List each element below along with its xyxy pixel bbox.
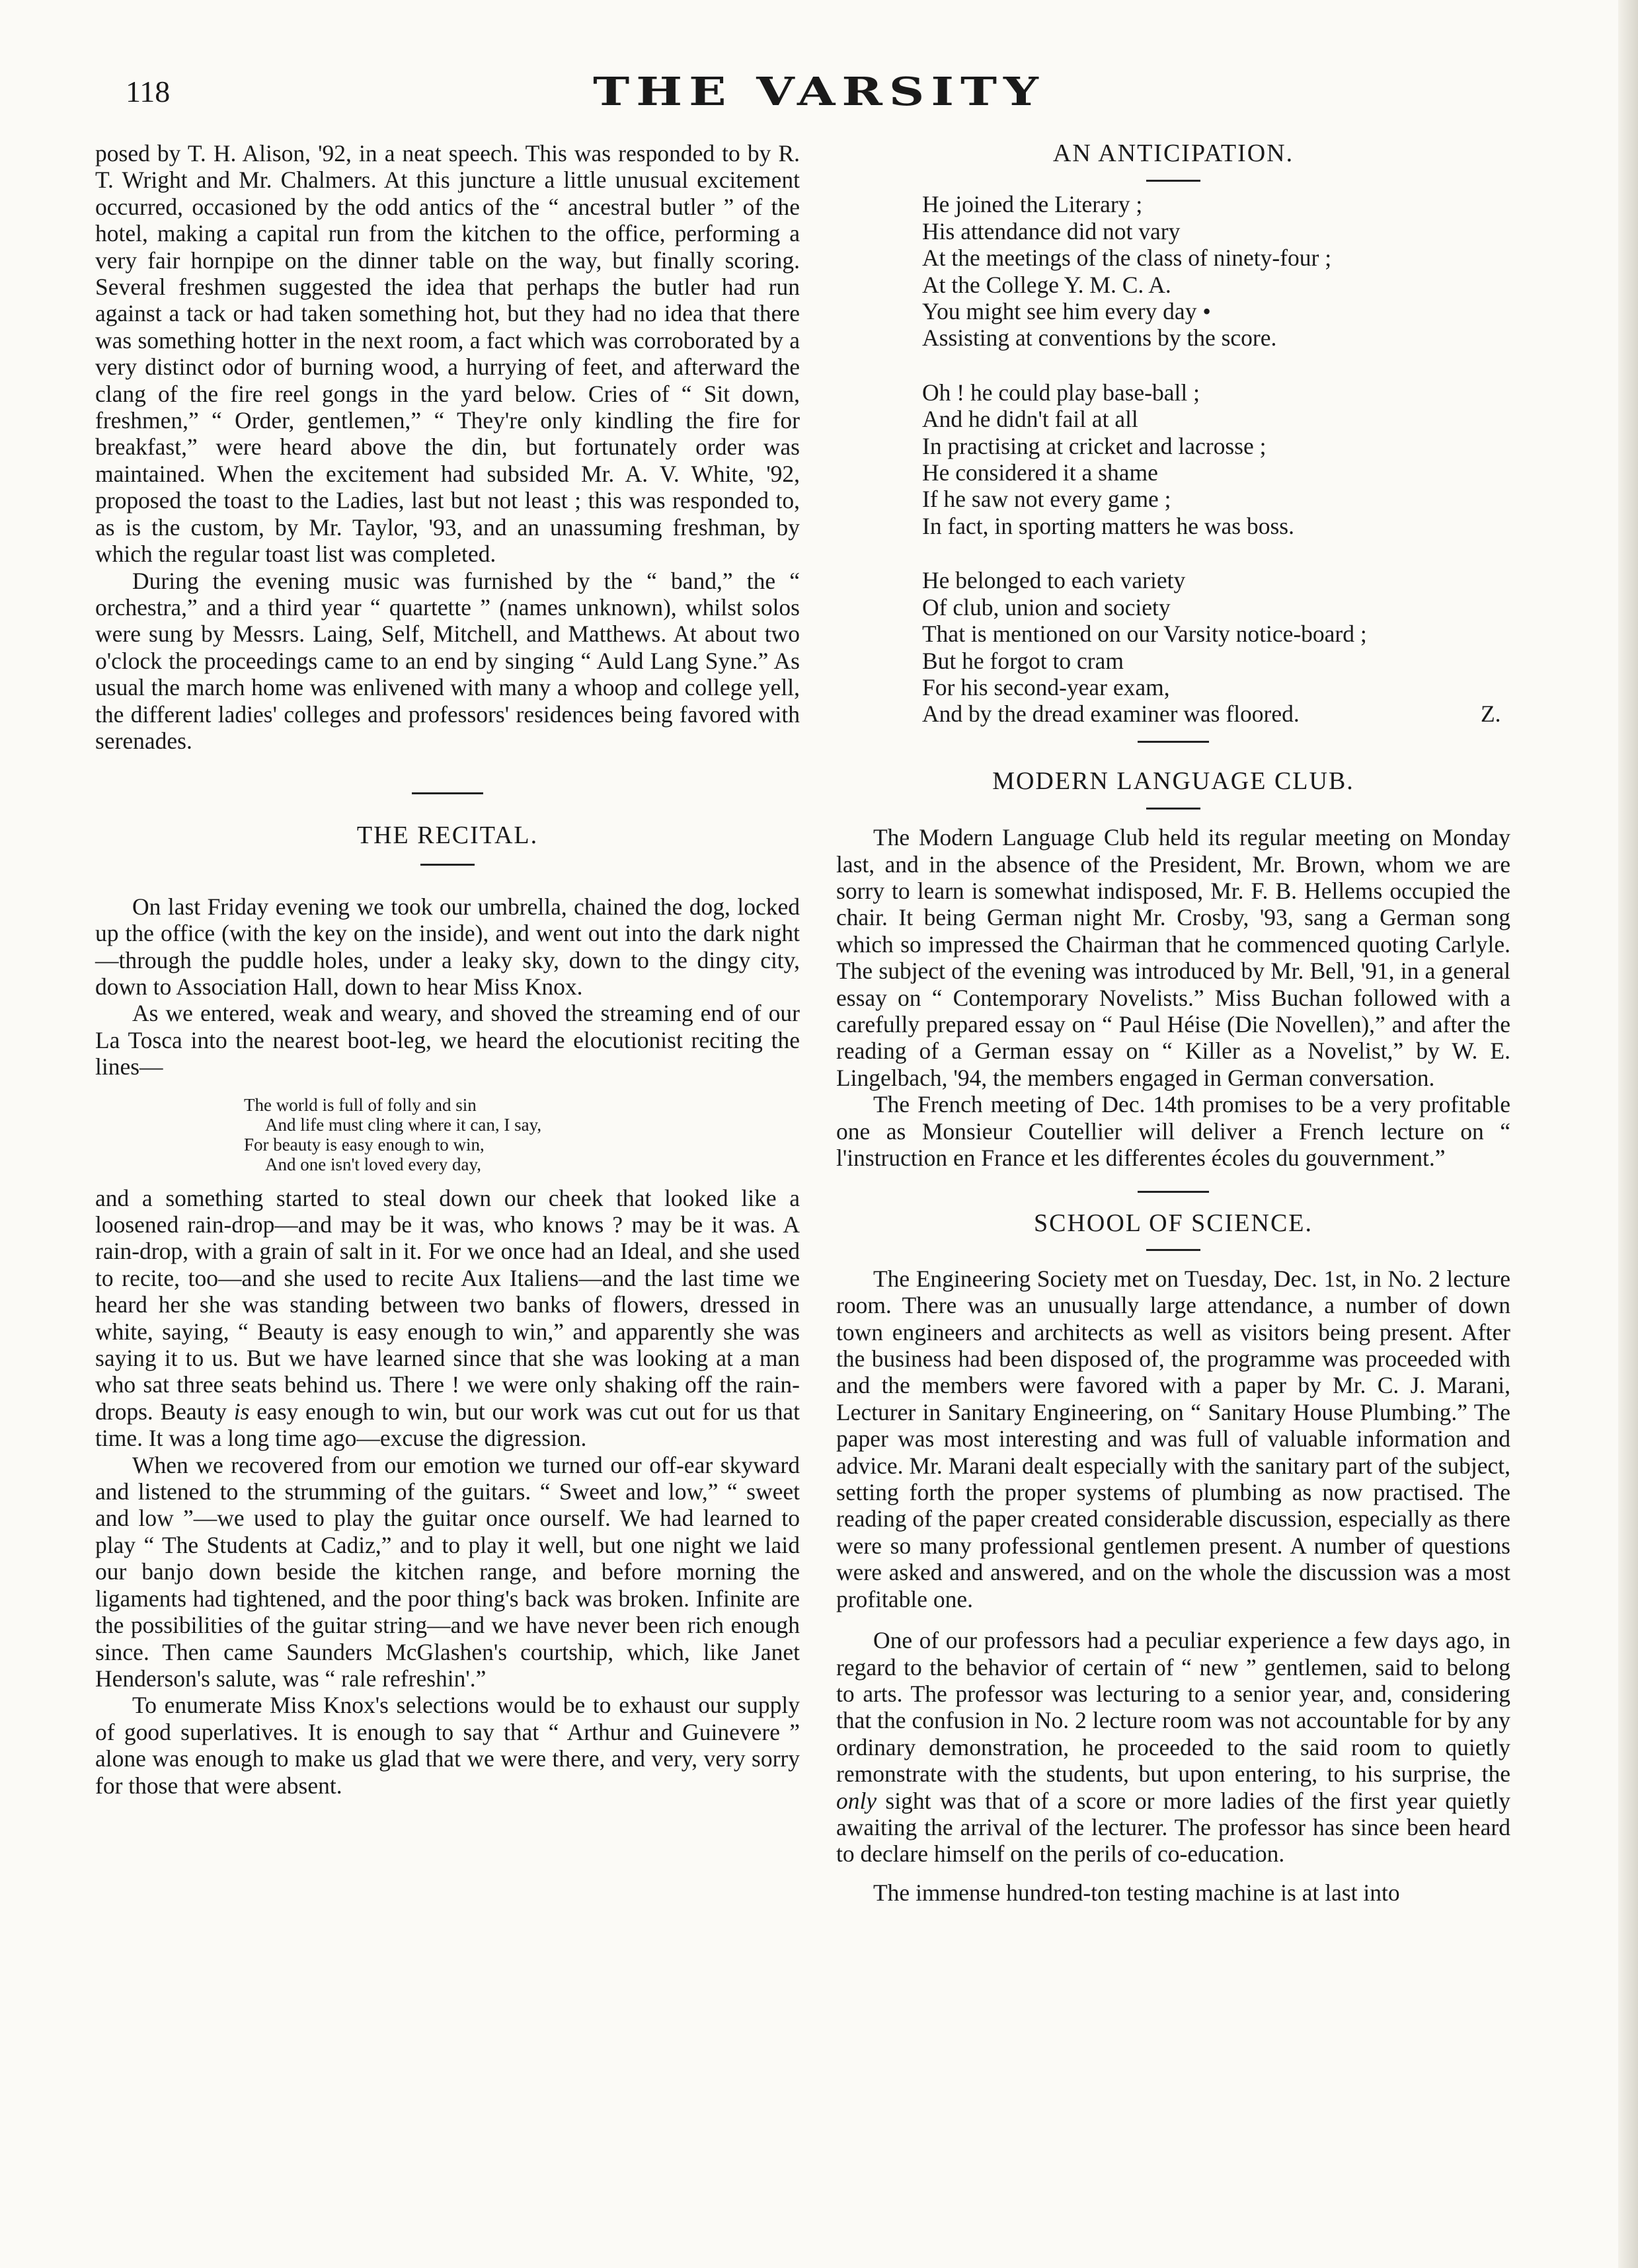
poem-an-anticipation xyxy=(922,191,1510,727)
poem-line: And by the dread examiner was floored. Z. xyxy=(922,700,1501,728)
poem-stanza xyxy=(922,379,1510,539)
left-column xyxy=(95,140,800,1799)
recital-paragraph-2: As we entered, weak and weary, and shoved the streaming end of our La Tosca into the nearest boot-leg, we heard the elocutionist reciting the lines— xyxy=(95,1000,800,1080)
banquet-paragraph-2: During the evening music was furnished by the “ band,” the “ orchestra,” and a third year “ quartette ” (names unknown), whilst solos were sung by Messrs. Laing, Self, Mitchell, and Matthews. At about two o'clock the proceedings came to an end by singing “ Auld Lang Syne.” As usual the march home was enlivened with many a whoop and college yell, the different ladies' colleges and professors' residences being favored with serenades. xyxy=(95,567,800,754)
section-divider xyxy=(412,792,483,794)
recital-heading: THE RECITAL. xyxy=(356,821,539,850)
verse-line: And life must cling where it can, I say, xyxy=(265,1114,542,1135)
poem-line: His attendance did not vary xyxy=(922,217,1181,245)
poem-line: For his second-year exam, xyxy=(922,673,1170,700)
heading-rule xyxy=(420,864,475,866)
recited-verse xyxy=(244,1095,800,1174)
poem-line: And he didn't fail at all xyxy=(922,406,1138,433)
verse-line: The world is full of folly and sin xyxy=(244,1094,477,1115)
verse-line: For beauty is easy enough to win, xyxy=(244,1134,485,1154)
poem-stanza xyxy=(922,191,1510,351)
recital-paragraph-4: When we recovered from our emotion we turned our off-ear skyward and listened to the strumming of the guitars. “ Sweet and low,” “ sweet and low ”—we used to play the guitar once ourself. We had learned to play “ The Students at Cadiz,” and to play it well, but one night we laid our banjo down beside the kitchen range, and before morning the ligaments had tightened, and the poor thing's back was broken. Infinite are the possibilities of the guitar string—and we have never been rich enough since. Then came Saunders McGlashen's courtship, which, like Janet Henderson's salute, was “ rale refreshin'.” xyxy=(95,1451,800,1692)
sos-paragraph-2: One of our professors had a peculiar experience a few days ago, in regard to the behavior of certain of “ new ” gentlemen, said to belong to arts. The professor was lecturing to a senior year, and, considering that the confusion in No. 2 lecture room was not accountable for by any ordinary demonstration, he proceeded to the said room to quietly remonstrate with the students, but upon entering, to his surprise, the only sight was that of a score or more ladies of the first year quietly awaiting the arrival of the lecturer. The professor has since been heard to declare himself on the perils of co-education. xyxy=(836,1627,1510,1868)
modern-language-club-heading: MODERN LANGUAGE CLUB. xyxy=(992,767,1354,795)
school-of-science-heading: SCHOOL OF SCIENCE. xyxy=(1033,1209,1313,1238)
poem-stanza xyxy=(922,567,1510,727)
mlc-paragraph-1: The Modern Language Club held its regular meeting on Monday last, and in the absence of the President, Mr. Brown, whom we are sorry to learn is somewhat indisposed, Mr. F. B. Hellems occupied the chair. It being German night Mr. Crosby, '93, sang a German song which so impressed the Chairman that he commenced quoting Carlyle. The subject of the evening was introduced by Mr. Bell, '91, in a general essay on “ Contemporary Novelists.” Miss Buchan followed with a carefully prepared essay on “ Paul Héise (Die Novellen),” and after the reading of a German essay on “ Killer as a Novelist,” by W. E. Lingelbach, '94, the members engaged in German conversation. xyxy=(836,824,1510,1091)
heading-rule xyxy=(1146,180,1200,182)
poem-line: Assisting at conventions by the score. xyxy=(922,324,1277,352)
heading-rule xyxy=(1146,808,1200,810)
masthead: THE VARSITY xyxy=(593,69,1045,115)
poem-line: At the meetings of the class of ninety-four ; xyxy=(922,245,1332,272)
poem-line: He considered it a shame xyxy=(922,459,1158,486)
poem-line: But he forgot to cram xyxy=(922,647,1124,674)
verse-line: And one isn't loved every day, xyxy=(265,1154,482,1174)
recital-paragraph-3: and a something started to steal down our cheek that looked like a loosened rain-drop—and may be it was, who knows ? may be it was. A rain-drop, with a grain of salt in it. For we once had an Ideal, and she used to recite, too—and she used to recite Aux Italiens—and the last time we heard her she was standing between two banks of flowers, dressed in white, saying, “ Beauty is easy enough to win,” and apparently she was saying it to us. But we have learned since that she was looking at a man who sat three seats behind us. There ! we were only shaking off the rain-drops. Beauty is easy enough to win, but our work was cut out for us that time. It was a long time ago—excuse the digression. xyxy=(95,1184,800,1452)
poem-line: If he saw not every game ; xyxy=(922,486,1171,513)
banquet-paragraph-1: posed by T. H. Alison, '92, in a neat speech. This was responded to by R. T. Wright and Mr. Chalmers. At this juncture a little unusual excitement occurred, occasioned by the odd antics of the “ ancestral butler ” of the hotel, making a capital run from the kitchen to the office, performing a very fair hornpipe on the dinner table on the way, but finally scoring. Several freshmen suggested the idea that perhaps the butler had run against a tack or had taken something hot, but they had no idea that there was something hotter in the next room, a fact which was corroborated by a very distinct odor of burning wood, a hurrying of feet, and afterward the clang of the fire reel gongs in the yard below. Cries of “ Sit down, freshmen,” “ Order, gentlemen,” “ They're only kindling the fire for breakfast,” were heard above the din, but fortunately order was maintained. When the excitement had subsided Mr. A. V. White, '92, proposed the toast to the Ladies, last but not least ; this was responded to, as is the custom, by Mr. Taylor, '93, and an unassuming freshman, by which the regular toast list was completed. xyxy=(95,140,800,568)
poem-line: Oh ! he could play base-ball ; xyxy=(922,379,1200,406)
poem-line: You might see him every day • xyxy=(922,298,1211,325)
poem-line: In practising at cricket and lacrosse ; xyxy=(922,432,1267,459)
page-edge xyxy=(1618,0,1638,2268)
poem-line: At the College Y. M. C. A. xyxy=(922,271,1171,298)
poem-line: In fact, in sporting matters he was boss. xyxy=(922,512,1294,539)
sos-paragraph-3: The immense hundred-ton testing machine is at last into xyxy=(873,1879,1400,1906)
sos-paragraph-1: The Engineering Society met on Tuesday, Dec. 1st, in No. 2 lecture room. There was an unusually large attendance, a number of down town engineers and architects as well as visitors being present. After the business had been disposed of, the programme was proceeded with and the members were favored with a paper by Mr. C. J. Marani, Lecturer in Sanitary Engineering, on “ Sanitary House Plumbing.” The paper was most interesting and was full of valuable information and advice. Mr. Marani dealt especially with the sanitary part of the subject, setting forth the proper systems of plumbing as now practised. The reading of the paper created considerable discussion, especially as there were so many professional gentlemen present. A number of questions were asked and answered, and on the whole the discussion was a most profitable one. xyxy=(836,1265,1510,1612)
page-number: 118 xyxy=(126,75,171,108)
poem-line: He joined the Literary ; xyxy=(922,191,1143,218)
poem-line: He belonged to each variety xyxy=(922,567,1186,594)
recital-paragraph-5: To enumerate Miss Knox's selections would be to exhaust our supply of good superlatives. It is enough to say that “ Arthur and Guinevere ” alone was enough to make us glad that we were there, and very, very sorry for those that were absent. xyxy=(95,1692,800,1799)
recital-paragraph-1: On last Friday evening we took our umbrella, chained the dog, locked up the office (with the key on the inside), and went out into the dark night—through the puddle holes, under a leaky sky, down to the dingy city, down to Association Hall, down to hear Miss Knox. xyxy=(95,893,800,1000)
poem-heading: AN ANTICIPATION. xyxy=(1052,139,1294,167)
poem-signature: Z. xyxy=(1481,700,1501,728)
section-divider xyxy=(1138,1191,1209,1193)
poem-line: That is mentioned on our Varsity notice-board ; xyxy=(922,621,1367,648)
section-divider xyxy=(1138,741,1209,743)
heading-rule xyxy=(1146,1249,1200,1251)
poem-line: Of club, union and society xyxy=(922,593,1171,621)
right-column xyxy=(836,140,1510,1906)
mlc-paragraph-2: The French meeting of Dec. 14th promises to be a very profitable one as Monsieur Coutellier will deliver a French lecture on “ l'instruction en France et les differentes écoles du gouvernment.” xyxy=(836,1091,1510,1171)
